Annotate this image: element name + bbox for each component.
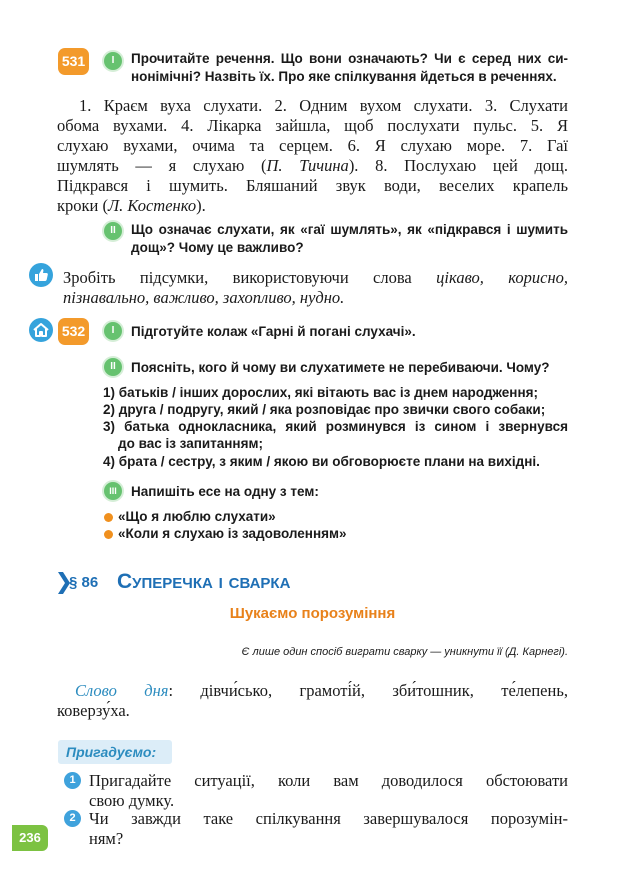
exercise-number-badge: 532: [58, 318, 89, 345]
text-line: обома вухами. 4. Лікарка зайшла, щоб послухати пульс. 5. Я: [57, 116, 568, 135]
author-name: Л. Костенко: [107, 196, 197, 215]
task-532-3: Напишіть есе на одну з тем:: [131, 484, 319, 499]
page-number: 236: [12, 825, 48, 851]
task-531-2-line2: дощ»? Чому це важливо?: [131, 240, 304, 255]
level-two-icon: II: [104, 222, 122, 240]
summary-line2: [63, 288, 568, 308]
task-532-2: Поясніть, кого й чому ви слухатимете не перебиваючи. Чому?: [131, 360, 550, 375]
text-line: слухаю вухами, очима та серцем. 6. Я слухаю море. 7. Гаї: [57, 136, 568, 155]
level-two-icon: II: [104, 358, 122, 376]
bullet-dot: [104, 530, 113, 539]
summary-line1: Зробіть підсумки, використовуючи слова цікаво, корисно,: [63, 268, 569, 287]
question-line: свою думку.: [89, 791, 175, 810]
summary-words: цікаво, корисно,: [436, 268, 569, 287]
home-icon: [29, 318, 53, 342]
essay-topic: «Що я люблю слухати»: [118, 509, 276, 524]
word-of-day-label: Слово дня: [75, 681, 169, 700]
level-three-icon: III: [104, 482, 122, 500]
list-item: 3) батька однокласника, який розминувся із сином і звернувся: [103, 419, 568, 434]
text-line: 1. Краєм вуха слухати. 2. Одним вухом слухати. 3. Слухати: [79, 96, 568, 115]
section-title: Суперечка і сварка: [117, 570, 291, 593]
list-item: 2) друга / подругу, який / яка розповідає про звички свого собаки;: [103, 402, 546, 417]
level-one-icon: I: [104, 322, 122, 340]
question-line: ням?: [89, 829, 124, 848]
list-item-continuation: до вас із запитанням;: [118, 436, 263, 451]
thumbs-up-icon: [29, 263, 53, 287]
task-531-line2: нонімічні? Назвіть їх. Про яке спілкування йдеться в реченнях.: [131, 69, 557, 84]
question-number-icon: 1: [64, 772, 81, 789]
section-number: § 86: [69, 574, 99, 591]
question-number-icon: 2: [64, 810, 81, 827]
word-of-day-line1: Слово дня: дівчи́сько, грамоті́й, зби́тошник, те́лепень,: [75, 681, 568, 700]
list-item: 4) брата / сестру, з яким / якою ви обговорюєте плани на вихідні.: [103, 454, 540, 469]
list-item: 1) батьків / інших дорослих, які вітають вас із днем народження;: [103, 385, 538, 400]
word-of-day-line2: коверзу́ха.: [57, 701, 130, 720]
text-line: кроки (Л. Костенко).: [57, 196, 206, 215]
text-line: шумлять — я слухаю (П. Тичина). 8. Послухаю цей дощ.: [57, 156, 569, 175]
task-531-2-line1: Що означає слухати, як «гаї шумлять», як «підкрався і шумить: [131, 222, 568, 237]
question-line: Чи завжди таке спілкування завершувалося порозумін-: [89, 809, 568, 828]
epigraph: Є лише один спосіб виграти сварку — уникнути її (Д. Карнегі).: [241, 646, 568, 658]
task-532-1: Підготуйте колаж «Гарні й погані слухачі».: [131, 324, 416, 339]
bullet-dot: [104, 513, 113, 522]
level-one-icon: I: [104, 52, 122, 70]
question-line: Пригадайте ситуації, коли вам доводилося обстоювати: [89, 771, 568, 790]
author-name: П. Тичина: [266, 156, 349, 175]
exercise-number-badge: 531: [58, 48, 89, 75]
task-531-line1: Прочитайте речення. Що вони означають? Чи є серед них си-: [131, 51, 568, 66]
summary-words: пізнавально, важливо, захопливо, нудно.: [63, 288, 345, 307]
section-subtitle: Шукаємо порозуміння: [229, 605, 396, 622]
essay-topic: «Коли я слухаю із задоволенням»: [118, 526, 347, 541]
text-line: Підкрався і шумить. Бляшаний звук води, веселих крапель: [57, 176, 568, 195]
recall-label: Пригадуємо:: [66, 744, 157, 760]
